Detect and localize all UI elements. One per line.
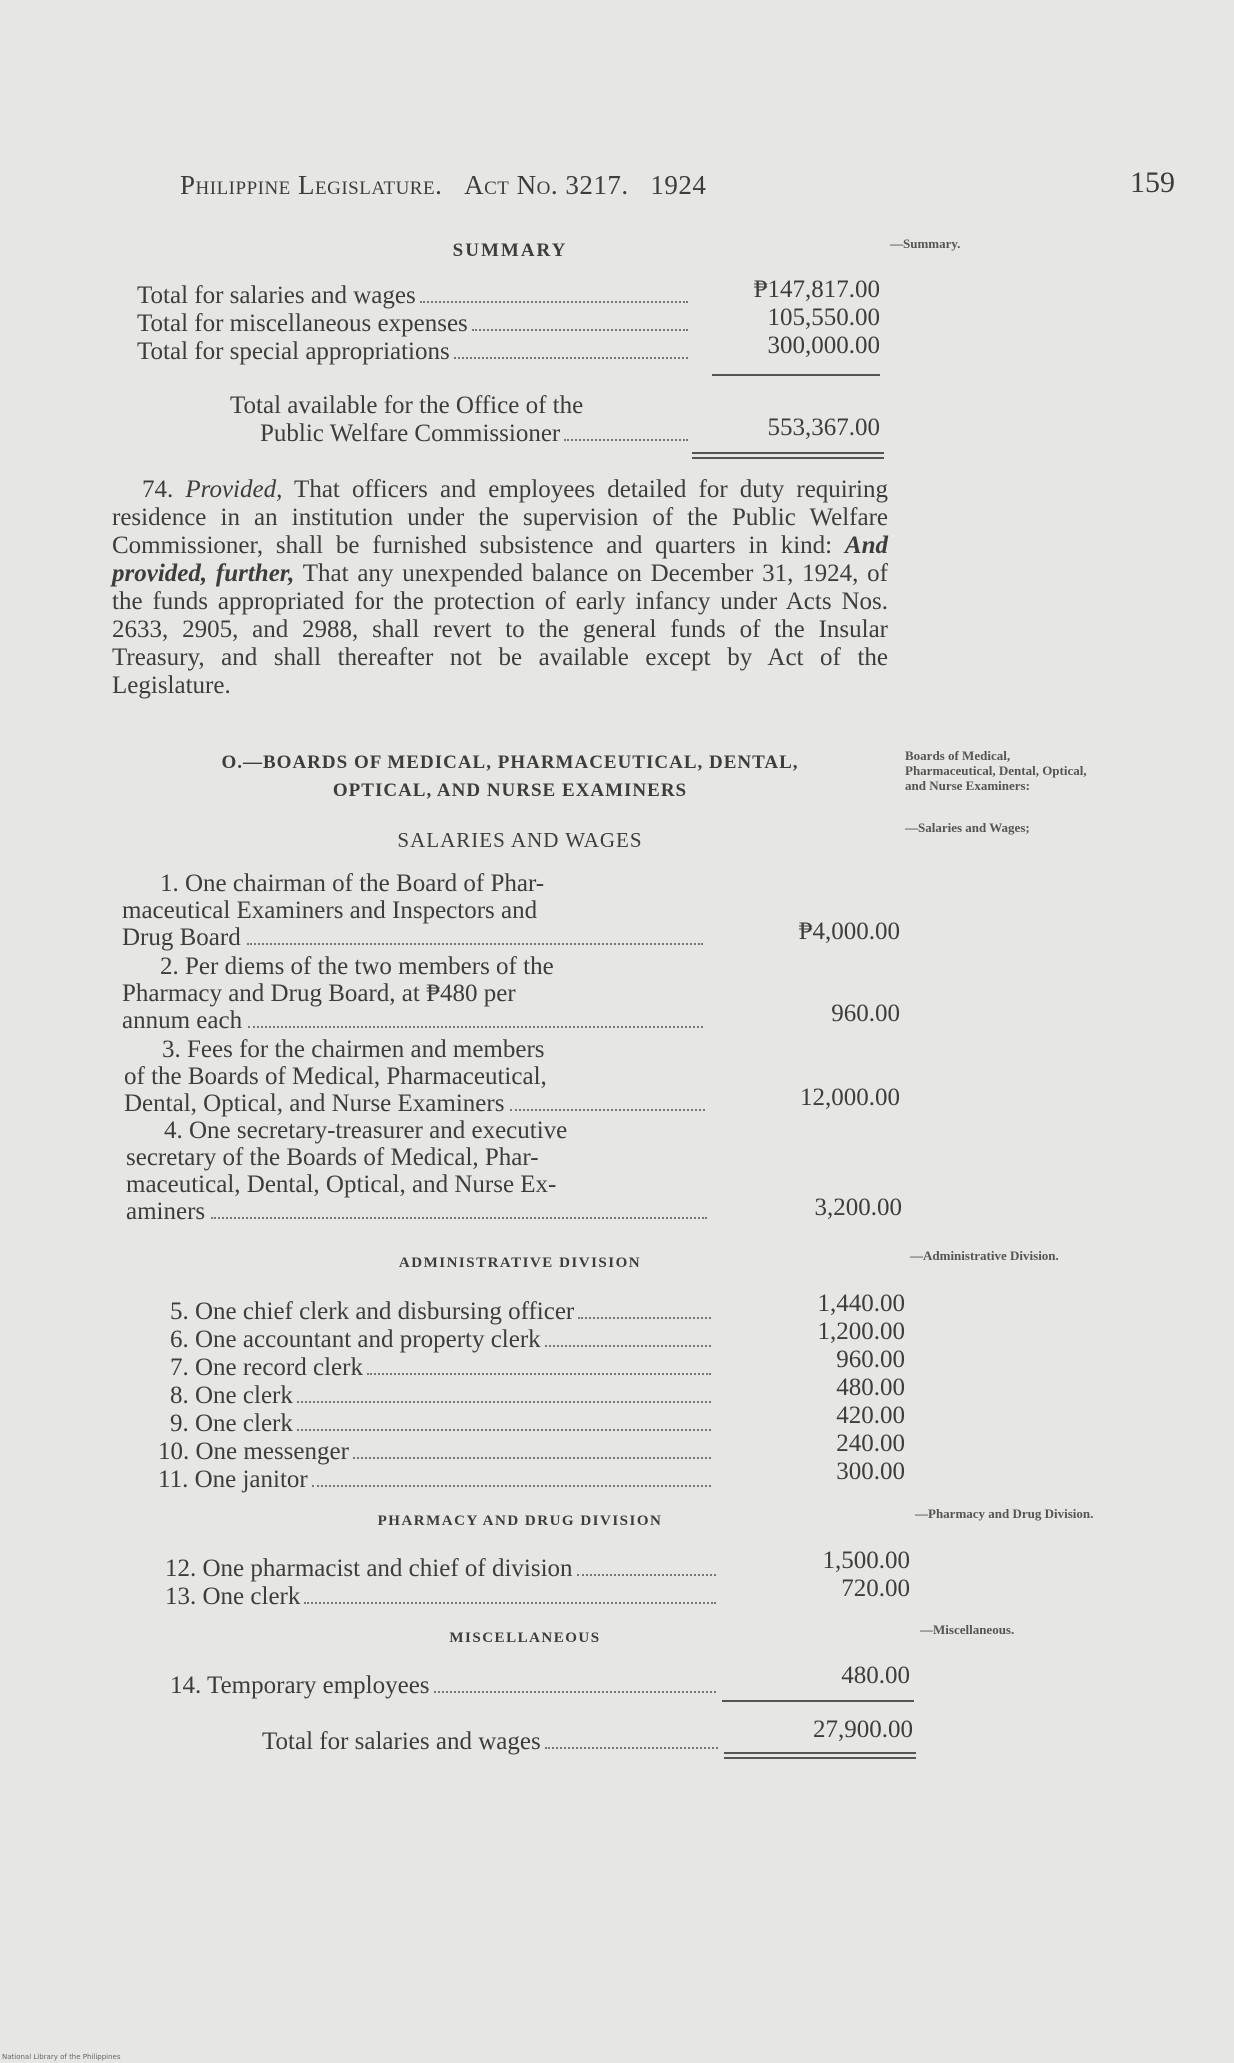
salary-item-line: 4. One secretary-treasurer and executive: [164, 1117, 568, 1144]
leader-dots: [578, 1317, 711, 1319]
admin-division-heading: ADMINISTRATIVE DIVISION: [398, 1255, 642, 1271]
admin-item: [170, 1382, 715, 1410]
salary-item-line: secretary of the Boards of Medical, Phar-: [126, 1144, 539, 1171]
admin-item-label: 6. One accountant and property clerk: [170, 1326, 541, 1353]
salary-item-amount: 960.00: [831, 1000, 900, 1027]
admin-item: [158, 1438, 715, 1466]
admin-item-label: 9. One clerk: [170, 1410, 293, 1437]
footer-credit: National Library of the Philippines: [2, 2053, 121, 2061]
salary-item-line: of the Boards of Medical, Pharmaceutical,: [124, 1063, 547, 1090]
salary-item-line: aminers: [126, 1198, 206, 1225]
admin-item-label: 10. One messenger: [158, 1438, 349, 1465]
salary-item-amount: ₱4,000.00: [798, 918, 900, 945]
admin-item-amount: 300.00: [836, 1458, 905, 1485]
summary-row: [137, 282, 692, 310]
pharmacy-item-label: 12. One pharmacist and chief of division: [165, 1555, 573, 1582]
pharmacy-item-label: 13. One clerk: [165, 1583, 301, 1610]
proviso-text1: That officers and employees detailed for duty requiring residence in an institution under the supervision of the Public Welfare Commissioner, shall be furnished subsistence and quarters in kind:: [112, 476, 889, 559]
summary-row: [137, 310, 692, 338]
admin-item: [170, 1326, 715, 1354]
miscellaneous-margin-note: —Miscellaneous.: [920, 1622, 1015, 1637]
admin-item-label: 5. One chief clerk and disbursing officer: [170, 1298, 575, 1325]
leader-dots: [312, 1485, 711, 1487]
salary-item-line: maceutical, Dental, Optical, and Nurse Ex-: [126, 1171, 557, 1198]
leader-dots: [472, 329, 688, 331]
proviso-provided: Provided,: [185, 476, 283, 503]
pharmacy-division-margin-note: —Pharmacy and Drug Division.: [915, 1506, 1094, 1521]
misc-item-label: 14. Temporary employees: [170, 1672, 430, 1699]
summary-total-row: [260, 420, 692, 448]
total-double-rule: [692, 452, 884, 459]
misc-total-row: [262, 1728, 722, 1756]
pharmacy-item-amount: 720.00: [841, 1575, 910, 1602]
total-double-rule: [724, 1752, 916, 1759]
salary-item: [126, 1117, 711, 1225]
running-head-year: 1924: [650, 170, 707, 200]
salary-item-last-line: [124, 1090, 709, 1117]
running-head-act: Act No. 3217.: [464, 170, 629, 200]
salary-item-line: Drug Board: [122, 924, 241, 951]
salary-item-last-line: [122, 924, 707, 951]
salary-item-last-line: [122, 1007, 707, 1034]
leader-dots: [247, 943, 703, 945]
leader-dots: [577, 1574, 716, 1576]
leader-dots: [510, 1109, 705, 1111]
leader-dots: [297, 1401, 711, 1403]
running-head-legislature: Philippine Legislature.: [180, 170, 443, 200]
proviso-number: 74.: [142, 476, 174, 503]
salary-item: [122, 953, 707, 1034]
leader-dots: [304, 1602, 716, 1604]
summary-row-label: Total for special appropriations: [137, 338, 450, 365]
misc-item-amount: 480.00: [841, 1662, 910, 1689]
salary-item-line: Dental, Optical, and Nurse Examiners: [124, 1090, 505, 1117]
admin-item-label: 8. One clerk: [170, 1382, 293, 1409]
misc-item: [170, 1672, 720, 1700]
salaries-margin-note: —Salaries and Wages;: [905, 820, 1030, 835]
misc-total-label: Total for salaries and wages: [262, 1728, 541, 1755]
summary-margin-note: —Summary.: [890, 236, 961, 251]
leader-dots: [353, 1457, 711, 1459]
pharmacy-item: [165, 1583, 720, 1611]
summary-row-amount: 105,550.00: [767, 304, 880, 331]
section-o-margin-note: Boards of Medical, Pharmaceutical, Dental, Optical, and Nurse Examiners:: [905, 748, 1087, 793]
page-number: 159: [1130, 166, 1175, 199]
miscellaneous-heading: MISCELLANEOUS: [449, 1630, 601, 1646]
salary-item-line: maceutical Examiners and Inspectors and: [122, 897, 538, 924]
leader-dots: [564, 439, 688, 441]
salary-item-line: 3. Fees for the chairmen and members: [162, 1036, 545, 1063]
summary-total-label: Public Welfare Commissioner: [260, 420, 561, 447]
leader-dots: [434, 1691, 716, 1693]
summary-row-amount: ₱147,817.00: [753, 276, 880, 303]
admin-item-amount: 1,200.00: [817, 1318, 905, 1345]
leader-dots: [367, 1373, 711, 1375]
admin-division-margin-note: —Administrative Division.: [910, 1248, 1059, 1263]
leader-dots: [297, 1429, 711, 1431]
salary-item-amount: 3,200.00: [814, 1194, 902, 1221]
admin-item: [170, 1410, 715, 1438]
leader-dots: [211, 1217, 707, 1219]
pharmacy-item-amount: 1,500.00: [822, 1547, 910, 1574]
summary-row: [137, 338, 692, 366]
subtotal-rule: [722, 1700, 914, 1702]
section-o-title-line1: O.—BOARDS OF MEDICAL, PHARMACEUTICAL, DENTAL,: [221, 752, 799, 773]
salary-item-last-line: [126, 1198, 711, 1225]
admin-item: [170, 1298, 715, 1326]
leader-dots: [545, 1345, 711, 1347]
summary-heading: SUMMARY: [452, 240, 568, 261]
pharmacy-division-heading: PHARMACY AND DRUG DIVISION: [377, 1513, 663, 1529]
admin-item-amount: 420.00: [836, 1402, 905, 1429]
admin-item-amount: 240.00: [836, 1430, 905, 1457]
salary-item-line: annum each: [122, 1007, 243, 1034]
salary-item-line: Pharmacy and Drug Board, at ₱480 per: [122, 980, 516, 1007]
pharmacy-item: [165, 1555, 720, 1583]
salary-item-line: 2. Per diems of the two members of the: [160, 953, 554, 980]
leader-dots: [545, 1747, 718, 1749]
summary-row-amount: 300,000.00: [767, 332, 880, 359]
subtotal-rule: [712, 374, 880, 376]
proviso-paragraph: [112, 476, 888, 700]
misc-total-amount: 27,900.00: [813, 1716, 913, 1743]
admin-item: [158, 1466, 715, 1494]
leader-dots: [248, 1026, 703, 1028]
summary-total-amount: 553,367.00: [767, 414, 880, 441]
summary-row-label: Total for salaries and wages: [137, 282, 416, 309]
admin-item-label: 11. One janitor: [158, 1466, 308, 1493]
salaries-heading: SALARIES AND WAGES: [397, 828, 643, 852]
admin-item-label: 7. One record clerk: [170, 1354, 363, 1381]
proviso-text2: That any unexpended balance on December 31, 1924, of the funds appropriated for the protection of early infancy under Acts Nos. 2633, 2905, and 2988, shall revert to the general funds of the Insular Treasury, and shall thereafter not be available except by Act of the Legislature.: [112, 560, 888, 699]
salary-item-amount: 12,000.00: [800, 1084, 900, 1111]
admin-item-amount: 1,440.00: [817, 1290, 905, 1317]
leader-dots: [420, 301, 688, 303]
admin-item-amount: 480.00: [836, 1374, 905, 1401]
running-head: [180, 170, 706, 201]
leader-dots: [454, 357, 688, 359]
section-o-title-line2: OPTICAL, AND NURSE EXAMINERS: [332, 780, 688, 801]
summary-total-line1: Total available for the Office of the: [230, 392, 584, 419]
admin-item-amount: 960.00: [836, 1346, 905, 1373]
salary-item-line: 1. One chairman of the Board of Phar-: [160, 870, 545, 897]
proviso-and-provided: And provided, further,: [112, 532, 889, 587]
salary-item: [124, 1036, 709, 1117]
admin-item: [170, 1354, 715, 1382]
salary-item: [122, 870, 707, 951]
summary-row-label: Total for miscellaneous expenses: [137, 310, 468, 337]
